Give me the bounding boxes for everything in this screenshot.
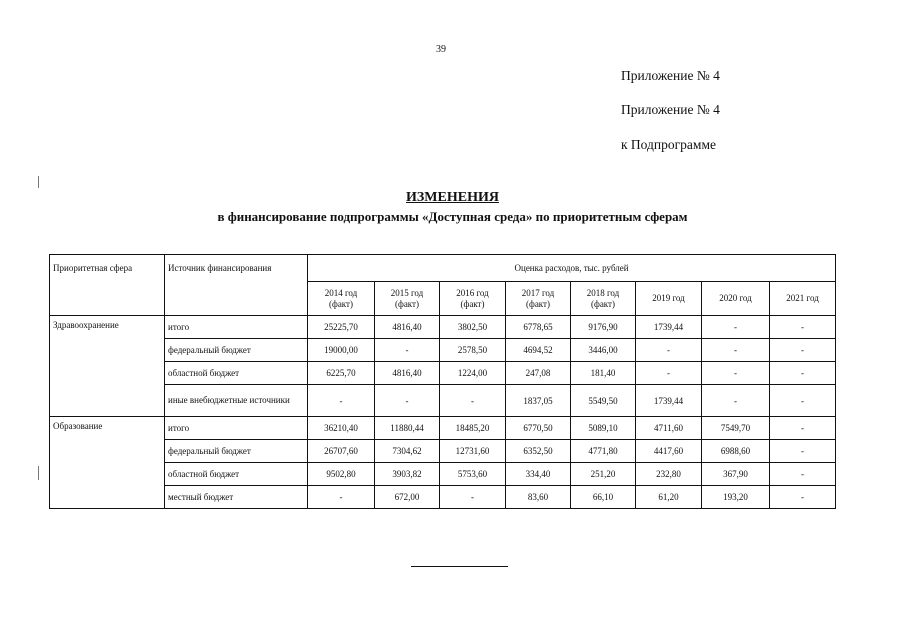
cell-value: - [770,417,836,440]
cell-value: - [770,362,836,385]
table-row [50,339,836,362]
cell-source: федеральный бюджет [165,339,308,362]
cell-value: 672,00 [375,486,440,509]
cell-value: - [770,486,836,509]
header-year [440,282,506,316]
cell-value: - [440,486,506,509]
cell-value: 6988,60 [702,440,770,463]
cell-value: 1739,44 [636,316,702,339]
cell-value: 5549,50 [571,385,636,417]
cell-value: - [636,362,702,385]
page-number: 39 [436,44,446,55]
cell-value: - [308,385,375,417]
header-year-note: (факт) [525,298,550,309]
header-year-label: 2019 год [652,293,685,303]
cell-value: 181,40 [571,362,636,385]
cell-value: - [702,316,770,339]
header-year [506,282,571,316]
cell-value: - [770,316,836,339]
cell-value: 61,20 [636,486,702,509]
cell-value: 26707,60 [308,440,375,463]
header-year-label: 2018 год [586,287,620,298]
header-sphere: Приоритетная сфера [50,255,165,316]
header-year-note: (факт) [590,298,615,309]
cell-value: - [375,339,440,362]
cell-value: 3903,82 [375,463,440,486]
header-year-label: 2017 год [521,287,555,298]
cell-value: - [770,440,836,463]
header-year-note: (факт) [460,298,485,309]
header-source: Источник финансирования [165,255,308,316]
cell-source: местный бюджет [165,486,308,509]
cell-source: областной бюджет [165,463,308,486]
header-year [702,282,770,316]
appendix-label-repeat: Приложение № 4 [621,102,720,117]
header-year [770,282,836,316]
cell-value: 12731,60 [440,440,506,463]
scan-artifact [38,466,39,480]
cell-value: 25225,70 [308,316,375,339]
cell-value: 334,40 [506,463,571,486]
table-row [50,316,836,339]
cell-source: областной бюджет [165,362,308,385]
cell-value: 36210,40 [308,417,375,440]
cell-value: 1224,00 [440,362,506,385]
cell-value: 6778,65 [506,316,571,339]
cell-value: - [770,385,836,417]
header-year-label: 2015 год [390,287,424,298]
document-subtitle: в финансирование подпрограммы «Доступная среда» по приоритетным сферам [217,209,688,224]
cell-value: 3446,00 [571,339,636,362]
cell-value: - [308,486,375,509]
header-year-label: 2014 год [324,287,358,298]
header-year-label: 2020 год [719,293,752,303]
cell-value: 11880,44 [375,417,440,440]
cell-value: 1837,05 [506,385,571,417]
cell-value: 7549,70 [702,417,770,440]
cell-value: 232,80 [636,463,702,486]
cell-value: - [702,339,770,362]
cell-value: 4694,52 [506,339,571,362]
cell-value: 83,60 [506,486,571,509]
footer-divider [411,566,508,567]
appendix-label: Приложение № 4 [621,68,720,83]
financing-table [49,254,836,509]
cell-value: - [375,385,440,417]
cell-value: 193,20 [702,486,770,509]
cell-value: 247,08 [506,362,571,385]
table-row [50,362,836,385]
header-year [636,282,702,316]
table-row [50,486,836,509]
cell-value: 4816,40 [375,362,440,385]
header-year-label: 2021 год [786,293,819,303]
cell-value: 18485,20 [440,417,506,440]
cell-value: 4771,80 [571,440,636,463]
cell-value: 251,20 [571,463,636,486]
table-header-row [50,255,836,282]
header-year [375,282,440,316]
cell-source: федеральный бюджет [165,440,308,463]
cell-sphere: Здравоохранение [50,316,165,417]
cell-value: 19000,00 [308,339,375,362]
header-estimate: Оценка расходов, тыс. рублей [308,255,836,282]
scan-artifact [38,176,39,188]
cell-value: 5753,60 [440,463,506,486]
cell-value: 9176,90 [571,316,636,339]
cell-value: 4417,60 [636,440,702,463]
cell-value: 6352,50 [506,440,571,463]
cell-value: 4816,40 [375,316,440,339]
cell-value: 6225,70 [308,362,375,385]
cell-value: 6770,50 [506,417,571,440]
table-row [50,463,836,486]
table-row [50,440,836,463]
cell-value: 5089,10 [571,417,636,440]
header-year-label: 2016 год [456,287,489,298]
cell-value: 2578,50 [440,339,506,362]
table-body [50,316,836,509]
table-row [50,417,836,440]
header-year-note: (факт) [328,298,353,309]
document-title: ИЗМЕНЕНИЯ [406,190,499,205]
cell-value: - [770,463,836,486]
cell-value: 367,90 [702,463,770,486]
appendix-subprogram-label: к Подпрограмме [621,137,716,152]
cell-value: 4711,60 [636,417,702,440]
cell-value: - [702,385,770,417]
table-row [50,385,836,417]
cell-value: 7304,62 [375,440,440,463]
cell-value: 1739,44 [636,385,702,417]
cell-value: 9502,80 [308,463,375,486]
header-year-note: (факт) [394,298,419,309]
cell-source: итого [165,316,308,339]
cell-value: - [770,339,836,362]
cell-source: иные внебюджетные источники [165,385,308,417]
cell-value: - [440,385,506,417]
cell-value: 3802,50 [440,316,506,339]
cell-value: - [702,362,770,385]
header-year [308,282,375,316]
cell-value: 66,10 [571,486,636,509]
cell-value: - [636,339,702,362]
header-year [571,282,636,316]
cell-sphere: Образование [50,417,165,509]
cell-source: итого [165,417,308,440]
